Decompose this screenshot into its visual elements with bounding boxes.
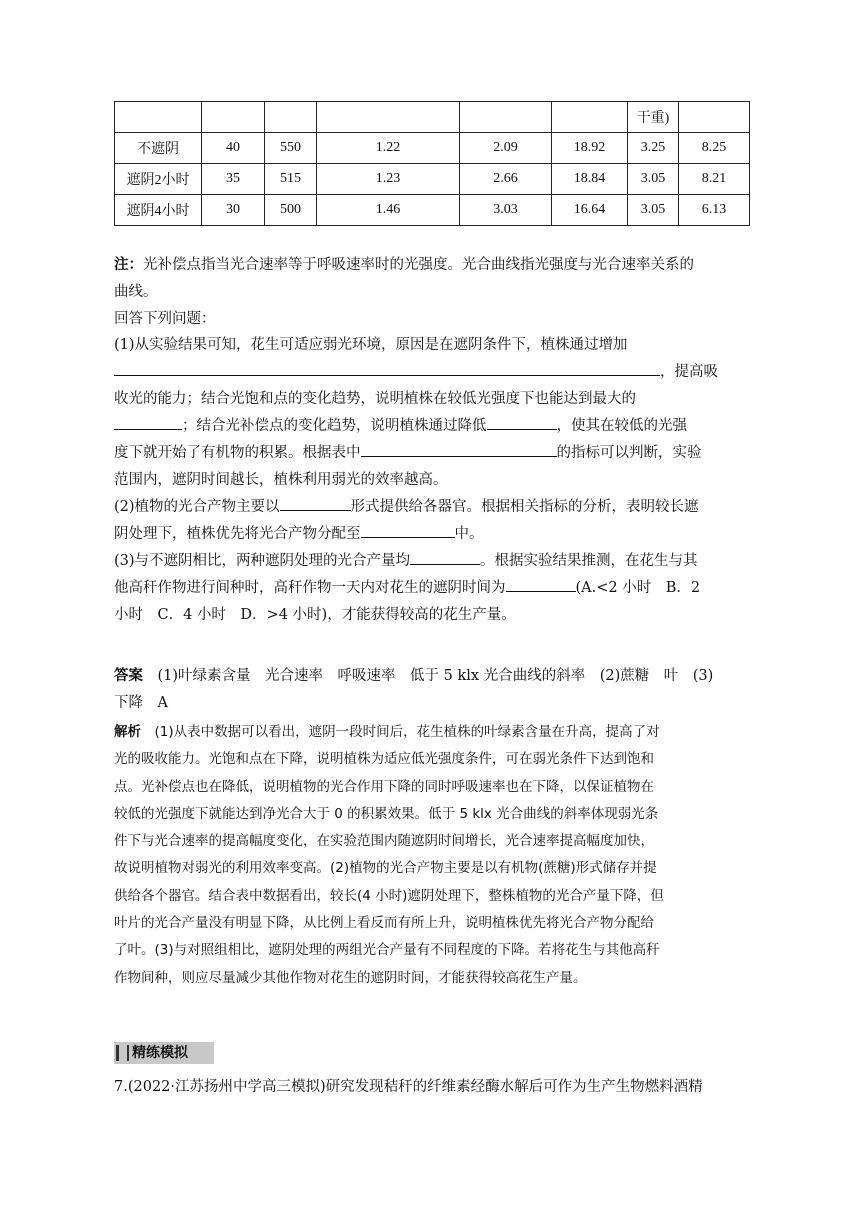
answer-text-2: 下降 A	[114, 695, 168, 711]
table-cell: 2.09	[460, 133, 552, 164]
question-3	[114, 548, 736, 629]
table-cell: 18.84	[552, 164, 628, 195]
table-cell: 3.03	[460, 195, 552, 226]
section-marker-icon	[116, 1045, 129, 1061]
analysis-line: 光的吸收能力。光饱和点在下降，说明植株为适应低光强度条件，可在弱光条件下达到饱和	[114, 751, 654, 768]
table-cell: 1.22	[317, 133, 460, 164]
q3-line: (A.<2 小时 B．2	[575, 580, 701, 596]
question-7	[114, 1074, 736, 1101]
table-cell: 3.05	[628, 164, 679, 195]
answer-text: (1)叶绿素含量 光合速率 呼吸速率 低于 5 klx 光合曲线的斜率 (2)蔗糖 叶 (3)	[157, 668, 714, 684]
analysis-line: 较低的光强度下就能达到净光合大于 0 的积累效果。低于 5 klx 光合曲线的斜率体现弱光条	[114, 805, 659, 822]
table-cell: 18.92	[552, 133, 628, 164]
table-cell: 1.23	[317, 164, 460, 195]
table-cell: 16.64	[552, 195, 628, 226]
q1-line: ，使其在较低的光强	[556, 418, 687, 434]
table-cell: 6.13	[679, 195, 750, 226]
q1-line: (1)从实验结果可知，花生可适应弱光环境，原因是在遮阴条件下，植株通过增加	[114, 337, 628, 353]
table-row	[115, 133, 750, 164]
answer-label: 答案	[114, 667, 143, 684]
table-cell: 3.25	[628, 133, 679, 164]
answer-blank	[410, 548, 480, 565]
analysis-line: 供给各个器官。结合表中数据看出，较长(4 小时)遮阴处理下，整株植物的光合产量下降，但	[114, 887, 664, 904]
table-cell: 1.46	[317, 195, 460, 226]
table-cell: 35	[202, 164, 265, 195]
table-cell: 2.66	[460, 164, 552, 195]
q3-line: 他高秆作物进行间种时，高秆作物一天内对花生的遮阴时间为	[114, 580, 506, 596]
table-cell: 不遮阴	[115, 133, 202, 164]
question-2	[114, 494, 736, 548]
analysis-line: 作物间种，则应尽量减少其他作物对花生的遮阴时间，才能获得较高花生产量。	[114, 969, 587, 986]
table-cell: 8.25	[679, 133, 750, 164]
q2-line: (2)植物的光合产物主要以	[114, 499, 280, 515]
answer-blank	[487, 413, 557, 430]
q3-line: 小时 C．4 小时 D．>4 小时)，才能获得较高的花生产量。	[114, 607, 516, 623]
table-cell	[115, 102, 202, 133]
q1-line: ，提高吸	[660, 364, 718, 380]
note-text: 光补偿点指当光合速率等于呼吸速率时的光强度。光合曲线指光强度与光合速率关系的	[143, 257, 694, 273]
question-1	[114, 332, 736, 494]
section-heading-text: 精练模拟	[132, 1045, 188, 1061]
table-cell	[202, 102, 265, 133]
answer-blank	[114, 413, 182, 430]
table-cell: 干重)	[628, 102, 679, 133]
answer-blank	[506, 575, 576, 592]
analysis	[114, 719, 736, 992]
table-cell	[679, 102, 750, 133]
table-cell: 3.05	[628, 195, 679, 226]
q3-line: (3)与不遮阴相比，两种遮阴处理的光合产量均	[114, 553, 411, 569]
answer-blank	[114, 359, 660, 376]
analysis-label: 解析	[114, 724, 141, 740]
table-cell: 500	[265, 195, 317, 226]
q1-line: 度下就开始了有机物的积累。根据表中	[114, 445, 361, 461]
table-header-row	[115, 102, 750, 133]
table-cell: 8.21	[679, 164, 750, 195]
q1-line: ；结合光补偿点的变化趋势，说明植株通过降低	[182, 418, 487, 434]
table-cell	[265, 102, 317, 133]
q2-line: 形式提供给各器官。根据相关指标的分析，表明较长遮	[350, 499, 699, 515]
analysis-line: 件下与光合速率的提高幅度变化，在实验范围内随遮阴时间增长，光合速率提高幅度加快，	[114, 833, 654, 850]
q2-line: 阴处理下，植株优先将光合产物分配至	[114, 526, 361, 542]
note-label: 注：	[114, 256, 143, 273]
q1-line: 的指标可以判断，实验	[556, 445, 702, 461]
answer-blank	[280, 494, 351, 511]
data-table	[114, 101, 750, 226]
table-cell	[317, 102, 460, 133]
table-cell: 30	[202, 195, 265, 226]
q7-line: 7.(2022·江苏扬州中学高三模拟)研究发现秸秆的纤维素经酶水解后可作为生产生物燃料酒精	[114, 1079, 703, 1095]
answer	[114, 662, 736, 717]
table-cell: 550	[265, 133, 317, 164]
section-heading	[114, 1042, 214, 1064]
note-text-2: 曲线。	[114, 284, 158, 300]
table-row	[115, 195, 750, 226]
note	[114, 251, 736, 333]
analysis-line: 了叶。(3)与对照组相比，遮阴处理的两组光合产量有不同程度的下降。若将花生与其他高秆	[114, 942, 660, 959]
answer-blank	[361, 440, 557, 457]
table-cell: 40	[202, 133, 265, 164]
answer-blank	[361, 521, 455, 538]
analysis-line: 叶片的光合产量没有明显下降，从比例上看反而有所上升，说明植株优先将光合产物分配给	[114, 915, 654, 932]
analysis-line: (1)从表中数据可以看出，遮阴一段时间后，花生植株的叶绿素含量在升高，提高了对	[154, 724, 660, 740]
table-cell	[460, 102, 552, 133]
table-cell: 遮阴4小时	[115, 195, 202, 226]
table-row	[115, 164, 750, 195]
table-cell: 遮阴2小时	[115, 164, 202, 195]
analysis-line: 点。光补偿点也在降低，说明植物的光合作用下降的同时呼吸速率也在下降，以保证植物在	[114, 778, 654, 795]
prompt: 回答下列问题：	[114, 311, 216, 327]
analysis-line: 故说明植物对弱光的利用效率变高。(2)植物的光合产物主要是以有机物(蔗糖)形式储存并提	[114, 860, 657, 877]
q2-line: 中。	[454, 526, 484, 542]
q1-line: 范围内，遮阴时间越长，植株利用弱光的效率越高。	[114, 472, 448, 488]
table-cell	[552, 102, 628, 133]
table-cell: 515	[265, 164, 317, 195]
q1-line: 收光的能力；结合光饱和点的变化趋势，说明植株在较低光强度下也能达到最大的	[114, 391, 636, 407]
q3-line: 。根据实验结果推测，在花生与其	[480, 553, 698, 569]
